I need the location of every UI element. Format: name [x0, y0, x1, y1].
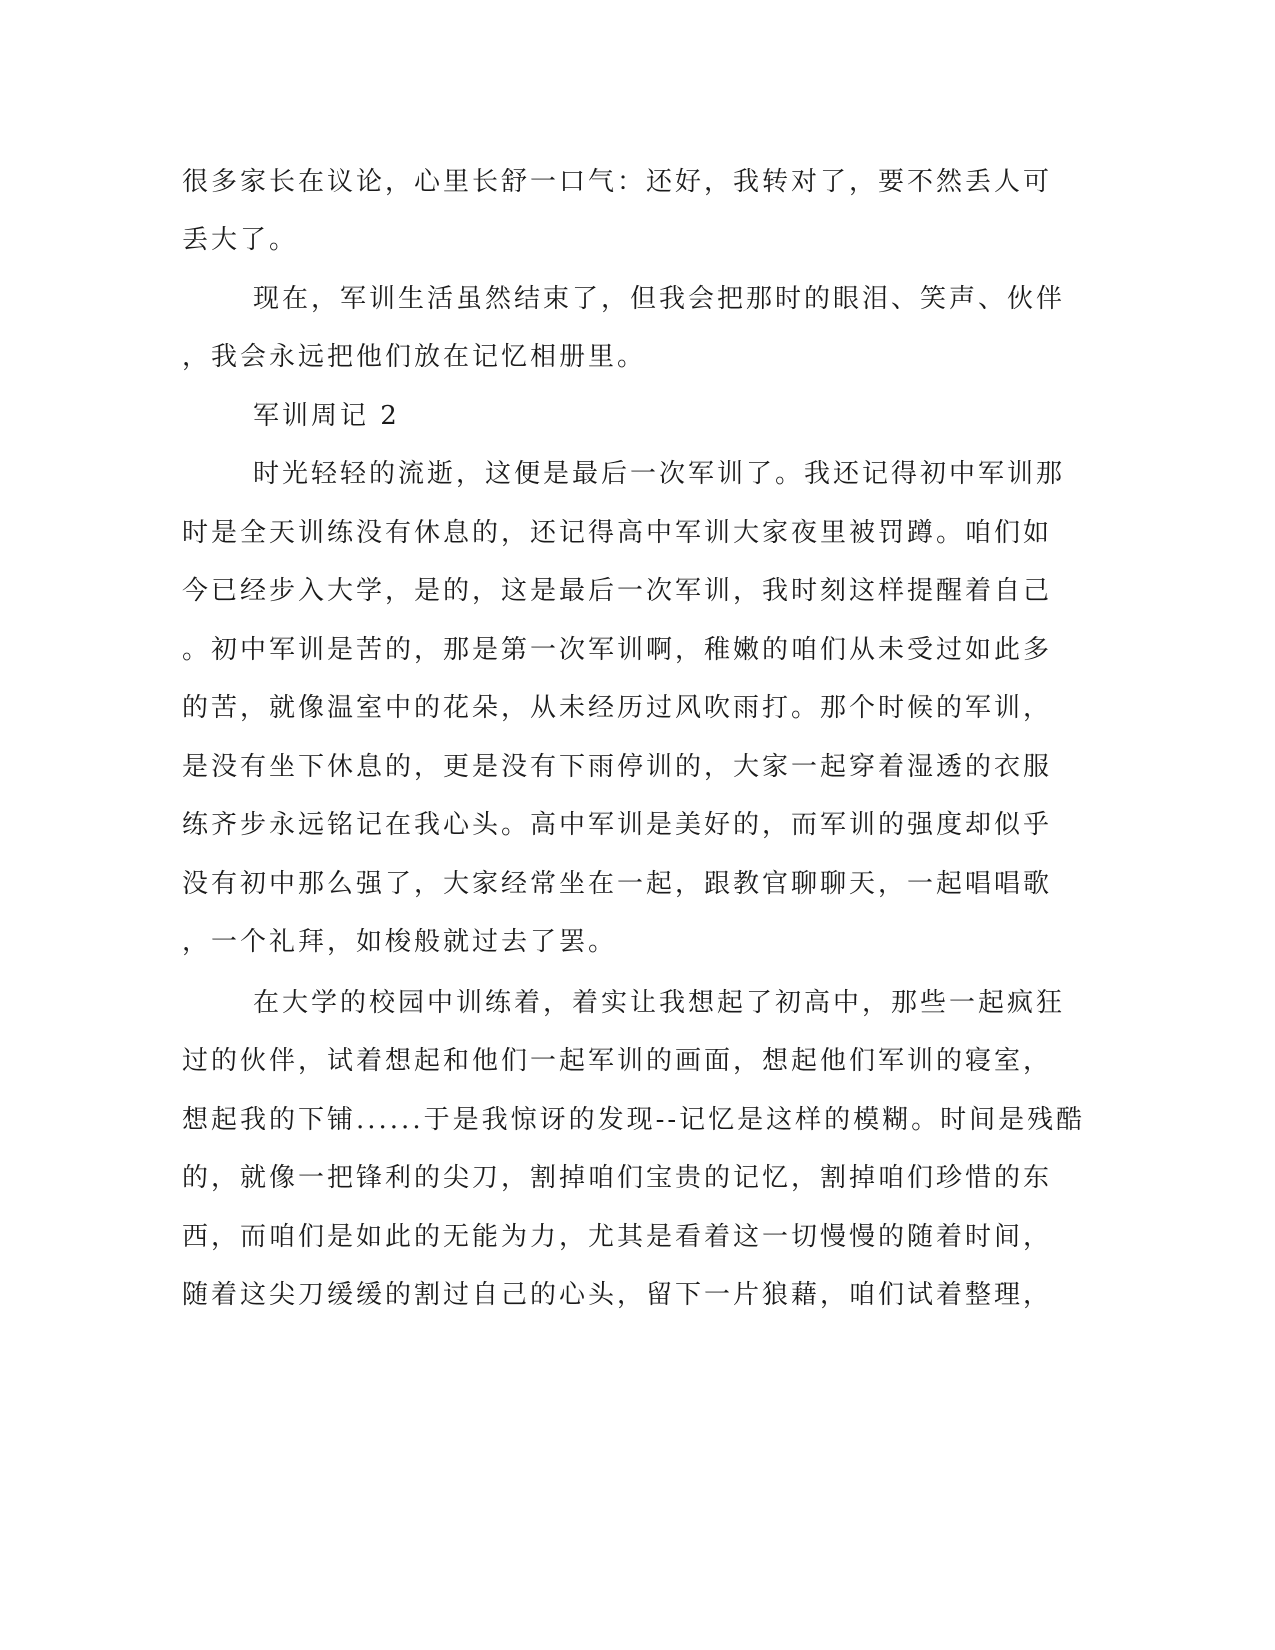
text-line: 没有初中那么强了，大家经常坐在一起，跟教官聊聊天，一起唱唱歌 — [182, 869, 1053, 899]
text-line: 。初中军训是苦的，那是第一次军训啊，稚嫩的咱们从未受过如此多 — [182, 635, 1053, 665]
paragraph-first-line: 现在，军训生活虽然结束了，但我会把那时的眼泪、笑声、伙伴 — [253, 284, 1066, 314]
text-line: 今已经步入大学，是的，这是最后一次军训，我时刻这样提醒着自己 — [182, 576, 1053, 606]
text-line: ，一个礼拜，如梭般就过去了罢。 — [182, 927, 618, 957]
section-heading: 军训周记 2 — [253, 401, 400, 431]
text-line: 练齐步永远铭记在我心头。高中军训是美好的，而军训的强度却似乎 — [182, 810, 1053, 840]
text-line: 时是全天训练没有休息的，还记得高中军训大家夜里被罚蹲。咱们如 — [182, 518, 1053, 548]
paragraph-first-line: 时光轻轻的流逝，这便是最后一次军训了。我还记得初中军训那 — [253, 459, 1066, 489]
text-line: 的苦，就像温室中的花朵，从未经历过风吹雨打。那个时候的军训， — [182, 693, 1053, 723]
text-line: 过的伙伴，试着想起和他们一起军训的画面，想起他们军训的寝室， — [182, 1046, 1053, 1076]
text-line: 西，而咱们是如此的无能为力，尤其是看着这一切慢慢的随着时间， — [182, 1222, 1053, 1252]
text-line: ，我会永远把他们放在记忆相册里。 — [182, 342, 647, 372]
text-line: 丢大了。 — [182, 225, 299, 255]
text-line: 很多家长在议论，心里长舒一口气：还好，我转对了，要不然丢人可 — [182, 167, 1053, 197]
text-line: 的，就像一把锋利的尖刀，割掉咱们宝贵的记忆，割掉咱们珍惜的东 — [182, 1163, 1053, 1193]
text-line: 想起我的下铺......于是我惊讶的发现--记忆是这样的模糊。时间是残酷 — [182, 1105, 1086, 1135]
paragraph-first-line: 在大学的校园中训练着，着实让我想起了初高中，那些一起疯狂 — [253, 988, 1066, 1018]
text-line: 是没有坐下休息的，更是没有下雨停训的，大家一起穿着湿透的衣服 — [182, 752, 1053, 782]
text-line: 随着这尖刀缓缓的割过自己的心头，留下一片狼藉，咱们试着整理， — [182, 1280, 1053, 1310]
